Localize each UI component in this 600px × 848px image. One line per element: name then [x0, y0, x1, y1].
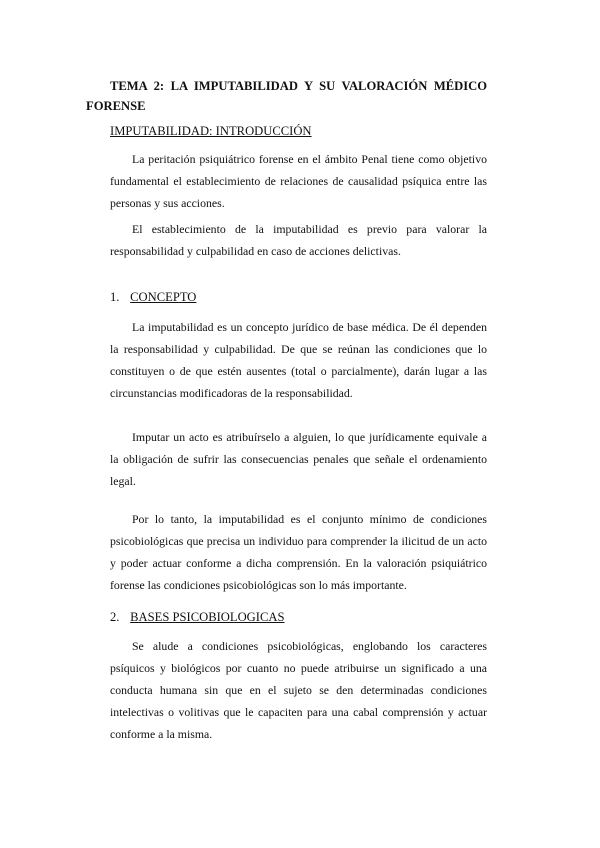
- section-paragraph: Imputar un acto es atribuírselo a alguien, lo que jurídicamente equivale a la obligación de sufrir las consecuencias penales que señale el ordenamiento legal.: [110, 430, 487, 488]
- document-title-text: TEMA 2: LA IMPUTABILIDAD Y SU VALORACIÓN MÉDICO FORENSE: [86, 79, 487, 113]
- section-heading-concepto: [110, 289, 196, 305]
- section-number: 2.: [110, 610, 120, 624]
- section-paragraph: Se alude a condiciones psicobiológicas, englobando los caracteres psíquicos y biológicos por cuanto no puede atribuirse un significado a una conducta humana sin que en el sujeto se den determinadas condiciones intelectivas o volitivas que le capaciten para una cabal comprensión y actuar conforme a la misma.: [110, 639, 487, 741]
- intro-heading-text: IMPUTABILIDAD: INTRODUCCIÓN: [110, 124, 312, 138]
- section-paragraph: Por lo tanto, la imputabilidad es el conjunto mínimo de condiciones psicobiológicas que precisa un individuo para comprender la ilicitud de un acto y poder actuar conforme a dicha comprensión. En la valoración psiquiátrico forense las condiciones psicobiológicas son lo más importante.: [110, 512, 487, 592]
- intro-paragraph: El establecimiento de la imputabilidad es previo para valorar la responsabilidad y culpabilidad en caso de acciones delictivas.: [110, 222, 487, 258]
- section-title: CONCEPTO: [130, 290, 197, 304]
- intro-paragraph: La peritación psiquiátrico forense en el ámbito Penal tiene como objetivo fundamental el establecimiento de relaciones de causalidad psíquica entre las personas y sus acciones.: [110, 152, 487, 210]
- section-title: BASES PSICOBIOLOGICAS: [130, 610, 285, 624]
- section-number: 1.: [110, 290, 120, 304]
- document-title: [86, 76, 487, 116]
- intro-heading: [110, 123, 312, 139]
- section-heading-bases: [110, 609, 284, 625]
- section-paragraph: La imputabilidad es un concepto jurídico de base médica. De él dependen la responsabilidad y culpabilidad. De que se reúnan las condiciones que lo constituyen o de que estén ausentes (total o parcialmente), darán lugar a las circunstancias modificadoras de la responsabilidad.: [110, 320, 487, 400]
